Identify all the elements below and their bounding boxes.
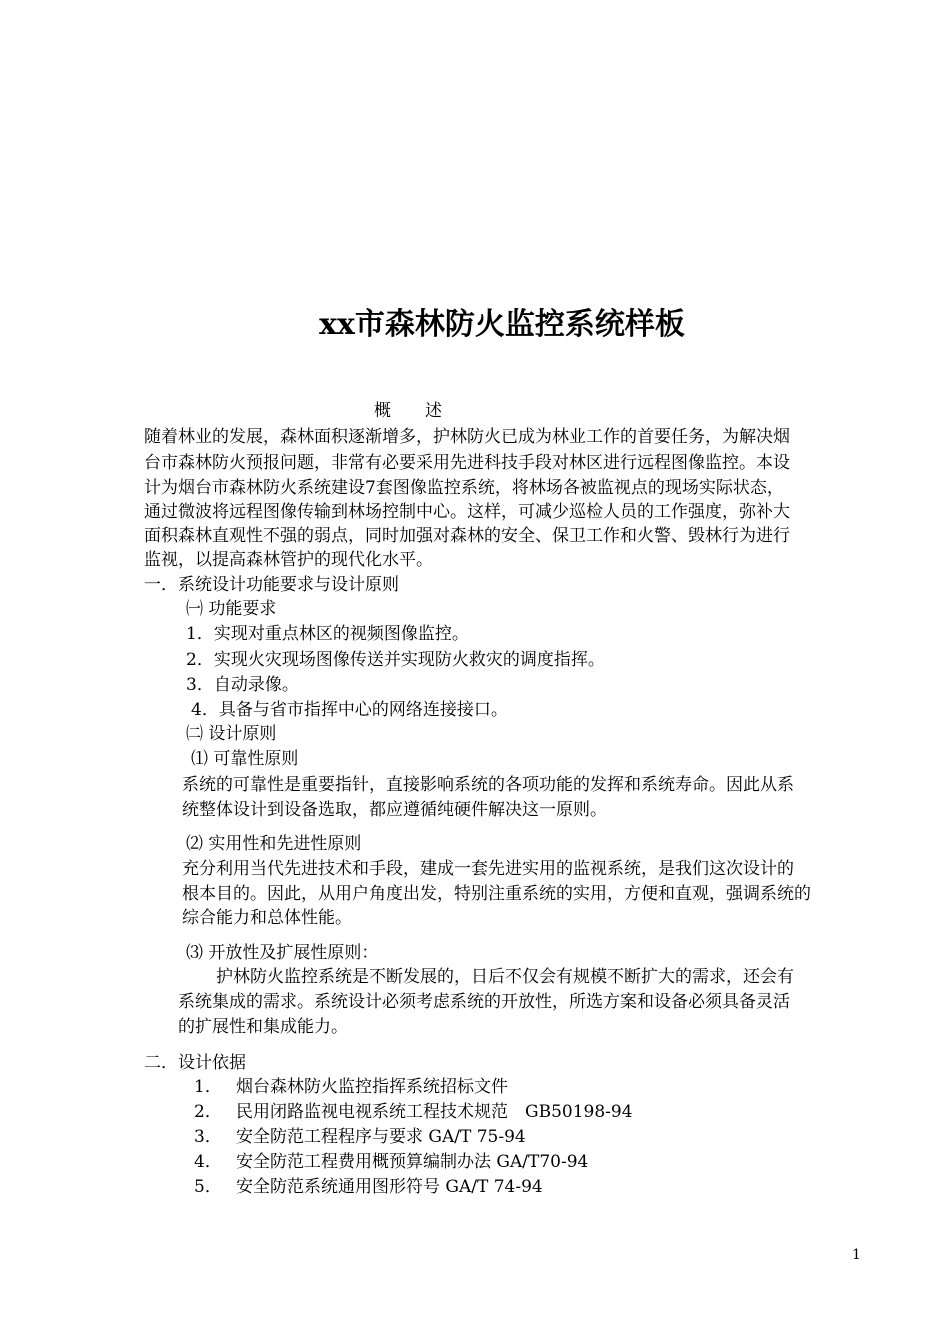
- overview-line: 通过微波将远程图像传输到林场控制中心。这样，可减少巡检人员的工作强度，弥补大: [144, 502, 790, 522]
- requirement-item: 4．具备与省市指挥中心的网络连接接口。: [191, 700, 508, 720]
- document-title: xx市森林防火监控系统样板: [319, 307, 685, 342]
- principle-title: ⑴ 可靠性原则: [191, 749, 299, 769]
- principle-line: 的扩展性和集成能力。: [178, 1017, 348, 1037]
- basis-item-text: 安全防范工程程序与要求 GA/T 75-94: [236, 1127, 526, 1147]
- basis-item-number: 3．: [194, 1127, 222, 1147]
- overview-line: 随着林业的发展，森林面积逐渐增多，护林防火已成为林业工作的首要任务，为解决烟: [144, 427, 790, 447]
- basis-item-number: 5．: [194, 1177, 222, 1197]
- overview-heading: 概 述: [374, 401, 442, 421]
- basis-item-text: 安全防范工程费用概预算编制办法 GA/T70-94: [236, 1152, 589, 1172]
- basis-item-text: 安全防范系统通用图形符号 GA/T 74-94: [236, 1177, 543, 1197]
- principle-line: 系统的可靠性是重要指针，直接影响系统的各项功能的发挥和系统寿命。因此从系: [182, 775, 794, 795]
- principle-title: ⑵ 实用性和先进性原则: [186, 834, 362, 854]
- principle-title: ⑶ 开放性及扩展性原则：: [186, 943, 379, 963]
- requirement-item: 3．自动录像。: [186, 675, 299, 695]
- basis-item-text: 烟台森林防火监控指挥系统招标文件: [236, 1077, 508, 1097]
- basis-item-number: 4．: [194, 1152, 222, 1172]
- requirement-item: 1．实现对重点林区的视频图像监控。: [186, 624, 469, 644]
- section1-heading: 一．系统设计功能要求与设计原则: [144, 575, 399, 595]
- principle-line: 综合能力和总体性能。: [182, 908, 352, 928]
- overview-line: 监视，以提高森林管护的现代化水平。: [144, 550, 433, 570]
- overview-line: 面积森林直观性不强的弱点，同时加强对森林的安全、保卫工作和火警、毁林行为进行: [144, 526, 790, 546]
- section1-sub2: ㈡ 设计原则: [186, 724, 277, 744]
- requirement-item: 2．实现火灾现场图像传送并实现防火救灾的调度指挥。: [186, 650, 605, 670]
- principle-line: 护林防火监控系统是不断发展的，日后不仅会有规模不断扩大的需求，还会有: [216, 967, 794, 987]
- page-number: 1: [852, 1247, 861, 1263]
- overview-line: 台市森林防火预报问题，非常有必要采用先进科技手段对林区进行远程图像监控。本设: [144, 453, 790, 473]
- overview-line: 计为烟台市森林防火系统建设7套图像监控系统，将林场各被监视点的现场实际状态，: [144, 478, 784, 498]
- basis-item-text: 民用闭路监视电视系统工程技术规范 GB50198-94: [236, 1102, 633, 1122]
- section1-sub1: ㈠ 功能要求: [186, 599, 277, 619]
- principle-line: 统整体设计到设备选取，都应遵循纯硬件解决这一原则。: [182, 800, 607, 820]
- basis-item-number: 1．: [194, 1077, 222, 1097]
- principle-line: 系统集成的需求。系统设计必须考虑系统的开放性，所选方案和设备必须具备灵活: [178, 992, 790, 1012]
- basis-item-number: 2．: [194, 1102, 222, 1122]
- principle-line: 根本目的。因此，从用户角度出发，特别注重系统的实用，方便和直观，强调系统的: [182, 884, 811, 904]
- principle-line: 充分利用当代先进技术和手段，建成一套先进实用的监视系统，是我们这次设计的: [182, 859, 794, 879]
- section2-heading: 二．设计依据: [144, 1053, 246, 1073]
